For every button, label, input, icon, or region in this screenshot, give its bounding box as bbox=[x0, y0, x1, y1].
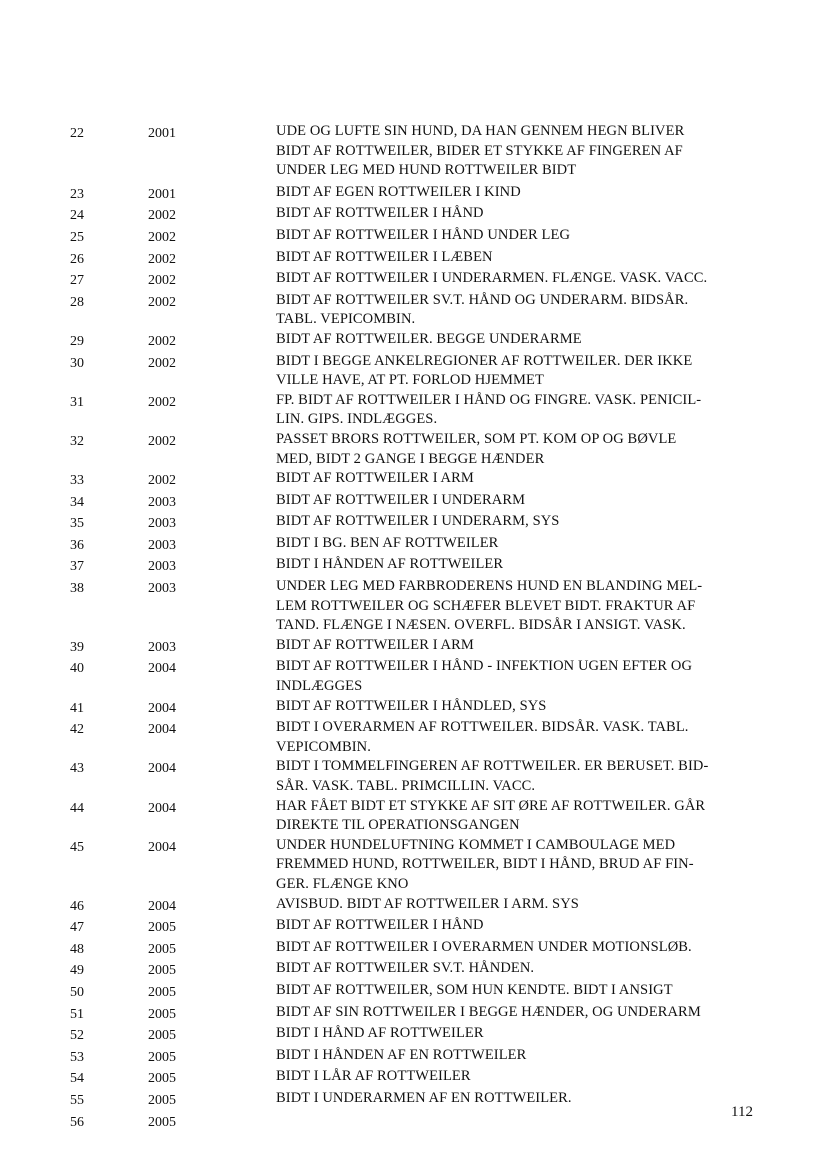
entry-number-text: 37 bbox=[70, 559, 84, 575]
entry-description bbox=[276, 391, 776, 430]
entry-description bbox=[276, 1003, 776, 1023]
entry-year: 2004 bbox=[148, 700, 176, 716]
entry-year: 2003 bbox=[148, 639, 176, 655]
entry-row bbox=[0, 916, 826, 938]
entry-description-line: BIDT AF ROTTWEILER I UNDERARMEN. FLÆNGE. VASK. VACC. bbox=[276, 270, 708, 287]
entry-description-line: SÅR. VASK. TABL. PRIMCILLIN. VACC. bbox=[276, 778, 536, 794]
entry-number-text: 42 bbox=[70, 722, 84, 738]
entry-row bbox=[0, 636, 826, 658]
entry-number bbox=[0, 836, 100, 858]
entry-description bbox=[276, 916, 776, 936]
entry-year: 2002 bbox=[148, 208, 176, 224]
entry-description-line: BIDT I OVERARMEN AF ROTTWEILER. BIDSÅR. VASK. TABL. bbox=[276, 719, 689, 736]
entry-number bbox=[0, 718, 100, 740]
entry-year: 2005 bbox=[148, 1006, 176, 1022]
entry-description-line: VEPICOMBIN. bbox=[276, 738, 371, 755]
entry-description bbox=[276, 269, 776, 289]
entry-number-text: 30 bbox=[70, 355, 84, 371]
entry-number bbox=[0, 697, 100, 719]
entry-row bbox=[0, 291, 826, 330]
entry-description-line: BIDT I HÅND AF ROTTWEILER bbox=[276, 1025, 484, 1042]
entry-number bbox=[0, 330, 100, 352]
entry-row bbox=[0, 512, 826, 534]
entry-year: 2003 bbox=[148, 581, 176, 597]
entry-row bbox=[0, 491, 826, 513]
entry-year: 2002 bbox=[148, 355, 176, 371]
entry-year: 2005 bbox=[148, 941, 176, 957]
entry-description-line: BIDT AF ROTTWEILER SV.T. HÅNDEN. bbox=[276, 960, 535, 977]
entry-row bbox=[0, 248, 826, 270]
entry-number bbox=[0, 391, 100, 413]
entry-description-line: BIDT AF ROTTWEILER I LÆBEN bbox=[276, 248, 493, 265]
entry-description bbox=[276, 291, 776, 330]
entry-year: 2002 bbox=[148, 394, 176, 410]
entry-description-line: PASSET BRORS ROTTWEILER, SOM PT. KOM OP OG BØVLE bbox=[276, 430, 677, 447]
entry-description-line: FREMMED HUND, ROTTWEILER, BIDT I HÅND, BRUD AF FIN- bbox=[276, 856, 694, 873]
entry-number bbox=[0, 555, 100, 577]
entry-description-line: DIREKTE TIL OPERATIONSGANGEN bbox=[276, 817, 520, 834]
entry-description-line: INDLÆGGES bbox=[276, 678, 363, 695]
entry-row bbox=[0, 797, 826, 836]
entry-year: 2005 bbox=[148, 1071, 176, 1087]
entry-description-line: HAR FÅET BIDT ET STYKKE AF SIT ØRE AF ROTTWEILER. GÅR bbox=[276, 797, 706, 814]
entry-description-line: UNDER LEG MED HUND ROTTWEILER BIDT bbox=[276, 162, 577, 179]
entry-number bbox=[0, 1089, 100, 1111]
entry-row bbox=[0, 981, 826, 1003]
entry-number bbox=[0, 1111, 100, 1133]
entry-year: 2005 bbox=[148, 1114, 176, 1130]
entry-row bbox=[0, 183, 826, 205]
entry-number-text: 54 bbox=[70, 1071, 84, 1087]
entry-row bbox=[0, 391, 826, 430]
entry-number-text: 24 bbox=[70, 208, 84, 224]
entry-year: 2003 bbox=[148, 559, 176, 575]
entry-description-line: FP. BIDT AF ROTTWEILER I HÅND OG FINGRE. VASK. PENICIL- bbox=[276, 391, 702, 408]
entry-number bbox=[0, 577, 100, 599]
entry-number-text: 56 bbox=[70, 1114, 84, 1130]
entry-number bbox=[0, 1024, 100, 1046]
entry-description bbox=[276, 122, 776, 161]
entry-row bbox=[0, 352, 826, 391]
entry-year: 2001 bbox=[148, 186, 176, 202]
entry-description-line: BIDT AF ROTTWEILER. BEGGE UNDERARME bbox=[276, 330, 582, 347]
entry-row bbox=[0, 657, 826, 696]
entry-description bbox=[276, 836, 776, 895]
entries-list bbox=[0, 122, 826, 1132]
entry-year: 2002 bbox=[148, 473, 176, 489]
entry-description-line: BIDT AF ROTTWEILER I ARM bbox=[276, 470, 474, 487]
entry-description-line: BIDT AF EGEN ROTTWEILER I KIND bbox=[276, 183, 521, 200]
entry-description-line: GER. FLÆNGE KNO bbox=[276, 875, 409, 892]
entry-row bbox=[0, 959, 826, 981]
entry-description-line: BIDT AF ROTTWEILER I HÅND bbox=[276, 917, 484, 934]
entry-description-line: BIDT AF ROTTWEILER I HÅND bbox=[276, 205, 484, 222]
entry-number bbox=[0, 1067, 100, 1089]
entry-row bbox=[0, 534, 826, 556]
entry-description-line: UNDER LEG MED FARBRODERENS HUND EN BLANDING MEL- bbox=[276, 578, 703, 595]
entry-number bbox=[0, 916, 100, 938]
entry-description-line: MED, BIDT 2 GANGE I BEGGE HÆNDER bbox=[276, 450, 545, 467]
entry-number bbox=[0, 981, 100, 1003]
entry-description bbox=[276, 1046, 776, 1066]
entry-number-text: 33 bbox=[70, 473, 84, 489]
entry-year: 2004 bbox=[148, 839, 176, 855]
entry-row bbox=[0, 161, 826, 183]
entry-row bbox=[0, 1003, 826, 1025]
entry-number bbox=[0, 248, 100, 270]
entry-number bbox=[0, 657, 100, 679]
entry-number bbox=[0, 938, 100, 960]
entry-number bbox=[0, 534, 100, 556]
entry-number-text: 31 bbox=[70, 394, 84, 410]
entry-number-text: 27 bbox=[70, 273, 84, 289]
entry-year: 2002 bbox=[148, 433, 176, 449]
entry-row bbox=[0, 1046, 826, 1068]
entry-description-line: AVISBUD. BIDT AF ROTTWEILER I ARM. SYS bbox=[276, 895, 579, 912]
entry-number-text: 48 bbox=[70, 941, 84, 957]
entry-row bbox=[0, 938, 826, 960]
entry-row bbox=[0, 757, 826, 796]
entry-description bbox=[276, 718, 776, 757]
entry-row bbox=[0, 836, 826, 895]
entry-row bbox=[0, 1089, 826, 1111]
entry-row bbox=[0, 204, 826, 226]
entry-year: 2002 bbox=[148, 273, 176, 289]
entry-number bbox=[0, 183, 100, 205]
entry-number bbox=[0, 491, 100, 513]
entry-number-text: 38 bbox=[70, 581, 84, 597]
entry-year: 2002 bbox=[148, 251, 176, 267]
entry-description bbox=[276, 1067, 776, 1087]
entry-year: 2003 bbox=[148, 537, 176, 553]
entry-year: 2005 bbox=[148, 963, 176, 979]
entry-description-line: TAND. FLÆNGE I NÆSEN. OVERFL. BIDSÅR I ANSIGT. VASK. bbox=[276, 617, 686, 634]
entry-description-line: BIDT AF ROTTWEILER I UNDERARM, SYS bbox=[276, 513, 560, 530]
entry-number-text: 40 bbox=[70, 661, 84, 677]
entry-description bbox=[276, 757, 776, 796]
entry-description bbox=[276, 797, 776, 836]
entry-description-line: LEM ROTTWEILER OG SCHÆFER BLEVET BIDT. FRAKTUR AF bbox=[276, 597, 696, 614]
entry-year: 2002 bbox=[148, 333, 176, 349]
entry-description bbox=[276, 636, 776, 656]
entry-number bbox=[0, 757, 100, 779]
entry-number-text: 49 bbox=[70, 963, 84, 979]
entry-description bbox=[276, 183, 776, 203]
entry-number bbox=[0, 161, 100, 183]
entry-row bbox=[0, 269, 826, 291]
entry-description-line: BIDT I BEGGE ANKELREGIONER AF ROTTWEILER. DER IKKE bbox=[276, 352, 693, 369]
entry-description bbox=[276, 555, 776, 575]
entry-number bbox=[0, 895, 100, 917]
entry-number-text: 22 bbox=[70, 126, 84, 141]
entry-row bbox=[0, 330, 826, 352]
entry-year: 2002 bbox=[148, 294, 176, 310]
entry-number bbox=[0, 122, 100, 144]
entry-number-text: 25 bbox=[70, 229, 84, 245]
entry-description bbox=[276, 430, 776, 469]
entry-description bbox=[276, 512, 776, 532]
entry-description-line: UNDER HUNDELUFTNING KOMMET I CAMBOULAGE MED bbox=[276, 836, 676, 853]
entry-description-line: VILLE HAVE, AT PT. FORLOD HJEMMET bbox=[276, 372, 544, 389]
entry-number-text: 34 bbox=[70, 494, 84, 510]
entry-description-line: BIDT AF ROTTWEILER I HÅND UNDER LEG bbox=[276, 226, 571, 243]
entry-description bbox=[276, 330, 776, 350]
entry-year: 2003 bbox=[148, 516, 176, 532]
entry-year: 2004 bbox=[148, 800, 176, 816]
entry-row bbox=[0, 226, 826, 248]
entry-description-line: BIDT I BG. BEN AF ROTTWEILER bbox=[276, 534, 499, 551]
entry-year: 2004 bbox=[148, 661, 176, 677]
entry-description bbox=[276, 352, 776, 391]
entry-description-line: BIDT I HÅNDEN AF ROTTWEILER bbox=[276, 556, 504, 573]
entry-description-line: BIDT I TOMMELFINGEREN AF ROTTWEILER. ER BERUSET. BID- bbox=[276, 758, 709, 775]
entry-row bbox=[0, 430, 826, 469]
page-number: 112 bbox=[731, 1104, 753, 1120]
entry-row bbox=[0, 895, 826, 917]
entry-year: 2005 bbox=[148, 1092, 176, 1108]
entry-row bbox=[0, 1067, 826, 1089]
entry-description-line: BIDT AF ROTTWEILER I OVERARMEN UNDER MOTIONSLØB. bbox=[276, 938, 692, 955]
entry-description-line: UDE OG LUFTE SIN HUND, DA HAN GENNEM HEGN BLIVER bbox=[276, 123, 685, 139]
entry-description bbox=[276, 204, 776, 224]
entry-number-text: 45 bbox=[70, 839, 84, 855]
entry-row bbox=[0, 577, 826, 636]
entry-row bbox=[0, 555, 826, 577]
entry-number-text: 55 bbox=[70, 1092, 84, 1108]
entry-description bbox=[276, 959, 776, 979]
entry-description-line: BIDT AF ROTTWEILER I UNDERARM bbox=[276, 491, 526, 508]
entry-number bbox=[0, 352, 100, 374]
entry-description-line: BIDT I UNDERARMEN AF EN ROTTWEILER. bbox=[276, 1089, 572, 1106]
entry-description-line: BIDT AF ROTTWEILER, BIDER ET STYKKE AF FINGEREN AF bbox=[276, 142, 683, 159]
entry-number bbox=[0, 512, 100, 534]
entry-number-text: 32 bbox=[70, 433, 84, 449]
entry-number-text: 53 bbox=[70, 1049, 84, 1065]
entry-year: 2005 bbox=[148, 920, 176, 936]
entry-description bbox=[276, 534, 776, 554]
entry-description bbox=[276, 577, 776, 636]
entry-year: 2004 bbox=[148, 761, 176, 777]
entry-number-text: 35 bbox=[70, 516, 84, 532]
entry-number-text: 28 bbox=[70, 294, 84, 310]
entry-year: 2005 bbox=[148, 984, 176, 1000]
entry-year: 2003 bbox=[148, 494, 176, 510]
entry-description bbox=[276, 697, 776, 717]
entry-number-text: 26 bbox=[70, 251, 84, 267]
entry-description-line: BIDT AF ROTTWEILER I HÅNDLED, SYS bbox=[276, 697, 547, 714]
entry-number-text: 52 bbox=[70, 1028, 84, 1044]
entry-number bbox=[0, 797, 100, 819]
entry-number-text: 36 bbox=[70, 537, 84, 553]
entry-number bbox=[0, 269, 100, 291]
entry-number-text: 39 bbox=[70, 639, 84, 655]
entry-row bbox=[0, 718, 826, 757]
entry-number bbox=[0, 226, 100, 248]
entry-year bbox=[100, 161, 228, 163]
entry-row bbox=[0, 469, 826, 491]
entry-description-line: LIN. GIPS. INDLÆGGES. bbox=[276, 411, 438, 428]
entry-number bbox=[0, 1046, 100, 1068]
entry-number-text: 23 bbox=[70, 186, 84, 202]
entry-row bbox=[0, 122, 826, 161]
entry-year: 2005 bbox=[148, 1049, 176, 1065]
entry-year: 2004 bbox=[148, 898, 176, 914]
entry-description-line: BIDT AF ROTTWEILER SV.T. HÅND OG UNDERARM. BIDSÅR. bbox=[276, 291, 689, 308]
entry-description bbox=[276, 248, 776, 268]
entry-row bbox=[0, 1024, 826, 1046]
entry-number bbox=[0, 204, 100, 226]
entry-row bbox=[0, 697, 826, 719]
entry-description bbox=[276, 226, 776, 246]
entry-description-line: BIDT I LÅR AF ROTTWEILER bbox=[276, 1068, 471, 1085]
entry-description bbox=[276, 469, 776, 489]
entry-description-line: BIDT AF ROTTWEILER, SOM HUN KENDTE. BIDT I ANSIGT bbox=[276, 981, 673, 998]
entry-number-text: 29 bbox=[70, 333, 84, 349]
entry-number bbox=[0, 636, 100, 658]
entry-description bbox=[276, 938, 776, 958]
entry-number bbox=[0, 469, 100, 491]
entry-description bbox=[276, 657, 776, 696]
entry-number bbox=[0, 1003, 100, 1025]
entry-year: 2004 bbox=[148, 722, 176, 738]
entry-number-text: 50 bbox=[70, 984, 84, 1000]
entry-description-line: BIDT I HÅNDEN AF EN ROTTWEILER bbox=[276, 1046, 527, 1063]
entry-description-line: TABL. VEPICOMBIN. bbox=[276, 311, 416, 328]
entry-number-text: 46 bbox=[70, 898, 84, 914]
entry-description-line: BIDT AF ROTTWEILER I ARM bbox=[276, 636, 474, 653]
entry-row bbox=[0, 1111, 826, 1133]
entry-description bbox=[276, 1024, 776, 1044]
entry-year: 2005 bbox=[148, 1028, 176, 1044]
entry-number-text: 43 bbox=[70, 761, 84, 777]
entry-year: 2001 bbox=[148, 126, 176, 141]
entry-number bbox=[0, 430, 100, 452]
entry-number bbox=[0, 291, 100, 313]
entry-number-text: 44 bbox=[70, 800, 84, 816]
entry-number-text: 51 bbox=[70, 1006, 84, 1022]
entry-number-text: 47 bbox=[70, 920, 84, 936]
entry-description-line: BIDT AF ROTTWEILER I HÅND - INFEKTION UGEN EFTER OG bbox=[276, 658, 693, 675]
entry-description bbox=[276, 491, 776, 511]
entry-year: 2002 bbox=[148, 229, 176, 245]
entry-number-text: 41 bbox=[70, 700, 84, 716]
entry-number bbox=[0, 959, 100, 981]
entry-description bbox=[276, 161, 776, 181]
entry-description bbox=[276, 981, 776, 1001]
entry-description bbox=[276, 895, 776, 915]
entry-description-line: BIDT AF SIN ROTTWEILER I BEGGE HÆNDER, OG UNDERARM bbox=[276, 1003, 701, 1020]
entry-description bbox=[276, 1089, 776, 1109]
